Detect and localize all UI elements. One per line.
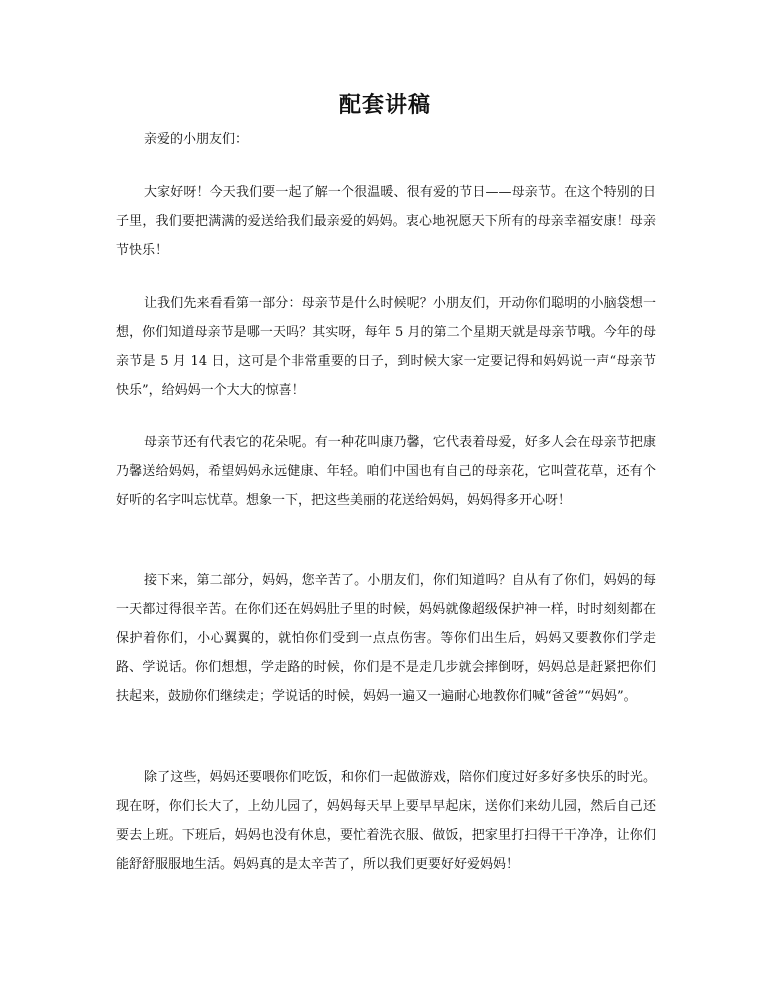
- paragraph-flowers: [116, 428, 656, 515]
- page-title: 配套讲稿: [338, 92, 431, 118]
- paragraph-text: 除了这些，妈妈还要喂你们吃饭，和你们一起做游戏，陪你们度过好多好多快乐的时光。现在呀，你们长大了，上幼儿园了，妈妈每天早上要早早起床，送你们来幼儿园，然后自己还要去上班。下班后，妈妈也没有休息，要忙着洗衣服、做饭，把家里打扫得干干净净，让你们能舒舒服服地生活。妈妈真的是太辛苦了，所以我们更要好好爱妈妈！: [116, 770, 656, 872]
- paragraph-text: 大家好呀！今天我们要一起了解一个很温暖、很有爱的节日——母亲节。在这个特别的日子里，我们要把满满的爱送给我们最亲爱的妈妈。衷心地祝愿天下所有的母亲幸福安康！母亲节快乐！: [116, 185, 656, 258]
- greeting-line: 亲爱的小朋友们：: [144, 132, 249, 147]
- paragraph-date: [116, 289, 656, 405]
- paragraph-text: 让我们先来看看第一部分：母亲节是什么时候呢？小朋友们，开动你们聪明的小脑袋想一想，你们知道母亲节是哪一天吗？其实呀，每年 5 月的第二个星期天就是母亲节哦。今年的母亲节是 5 月 14 日，这可是个非常重要的日子，到时候大家一定要记得和妈妈说一声“母亲节快乐”，给妈妈一个大大的惊喜！: [116, 296, 656, 398]
- paragraph-daily-care: [116, 763, 656, 879]
- paragraph-text: 接下来，第二部分，妈妈，您辛苦了。小朋友们，你们知道吗？自从有了你们，妈妈的每一天都过得很辛苦。在你们还在妈妈肚子里的时候，妈妈就像超级保护神一样，时时刻刻都在保护着你们，小心翼翼的，就怕你们受到一点点伤害。等你们出生后，妈妈又要教你们学走路、学说话。你们想想，学走路的时候，你们是不是走几步就会摔倒呀，妈妈总是赶紧把你们扶起来，鼓励你们继续走；学说话的时候，妈妈一遍又一遍耐心地教你们喊“爸爸”“妈妈”。: [116, 573, 656, 704]
- paragraph-hardship: [116, 566, 656, 711]
- paragraph-text: 母亲节还有代表它的花朵呢。有一种花叫康乃馨，它代表着母爱，好多人会在母亲节把康乃馨送给妈妈，希望妈妈永远健康、年轻。咱们中国也有自己的母亲花，它叫萱花草，还有个好听的名字叫忘忧草。想象一下，把这些美丽的花送给妈妈，妈妈得多开心呀！: [116, 435, 656, 508]
- paragraph-intro: [116, 178, 656, 265]
